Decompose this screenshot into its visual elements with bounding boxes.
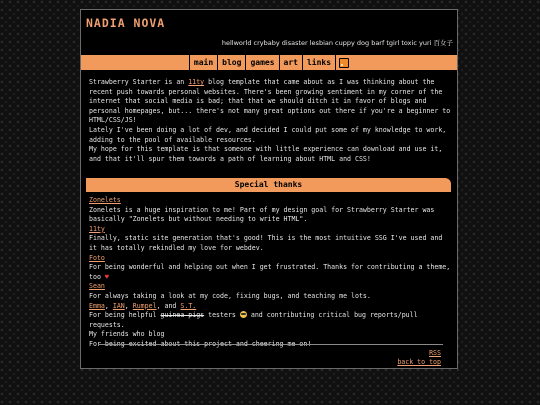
site-title[interactable]: NADIA NOVA (86, 16, 166, 30)
sean-text: For always taking a look at my code, fixing bugs, and teaching me lots. (89, 291, 371, 300)
rumpel-link[interactable]: Rumpel (132, 301, 157, 310)
footer-divider (98, 344, 443, 345)
separator: , (104, 301, 113, 310)
heart-icon: ♥ (104, 272, 109, 281)
site-tagline: hellworld crybaby disaster lesbian cuppy dog barf tgirl toxic yuri 百女子 (221, 39, 453, 47)
nav-bar (81, 55, 457, 70)
testers-text-c: and contributing critical bug reports/pull requests. (89, 311, 418, 329)
intro-paragraph-3: My hope for this template is that someone with little experience can download and use it, and that it'll spur them towards a path of learning about HTML and CSS! (89, 145, 443, 163)
strikethrough-text: guinea pigs (160, 311, 205, 320)
foto-link[interactable]: Foto (89, 253, 105, 262)
11ty-text: Finally, static site generation that's good! This is the most intuitive SSG I've used and it has totally rekindled my love for webdev. (89, 234, 443, 252)
rss-icon[interactable] (339, 58, 349, 68)
friends-text: For being excited about this project and cheering me on! (89, 339, 312, 348)
eleventy-link[interactable]: 11ty (188, 78, 205, 86)
nav-item-main[interactable]: main (189, 55, 217, 70)
nav-item-games[interactable]: games (245, 55, 278, 70)
page-container (80, 9, 458, 369)
special-thanks-section (89, 196, 453, 350)
sunglasses-emoji-icon (240, 311, 247, 318)
back-to-top-link[interactable]: back to top (397, 358, 441, 366)
sean-link[interactable]: Sean (89, 282, 105, 291)
footer-rss-link[interactable]: RSS (429, 349, 441, 357)
intro-text-b: blog template that came about as I was thinking about the recent push towards personal websites. There's been growing sentiment in my corner of the internet that social media is bad; that that we should ditch it in favor of blogs and personal homepages, but... there's not many great options out there if you're a beginner to HTML/CSS/JS! (89, 78, 451, 125)
ian-link[interactable]: IAN (112, 301, 125, 310)
emma-link[interactable]: Emma (89, 301, 105, 310)
testers-text-a: For being helpful (89, 311, 161, 320)
special-thanks-heading: Special thanks (86, 178, 451, 192)
nav-item-links[interactable]: links (302, 55, 336, 70)
intro-section (89, 78, 453, 164)
intro-text-a: Strawberry Starter is an (89, 78, 189, 86)
nav-item-blog[interactable]: blog (217, 55, 245, 70)
foto-paragraph (89, 263, 453, 282)
intro-paragraph-1 (89, 78, 453, 126)
11ty-link[interactable]: 11ty (89, 224, 105, 233)
nav-item-art[interactable]: art (279, 55, 302, 70)
zonelets-text: Zonelets is a huge inspiration to me! Part of my design goal for Strawberry Starter was basically "Zonelets but without needing to write HTML". (89, 205, 435, 224)
friends-heading: My friends who blog (89, 330, 165, 339)
testers-text (89, 311, 453, 330)
testers-text-b: testers (204, 311, 236, 320)
separator: , (124, 301, 133, 310)
st-link[interactable]: S.T. (180, 301, 197, 310)
zonelets-link[interactable]: Zonelets (89, 196, 121, 204)
foto-text: For being wonderful and helping out when I get frustrated. Thanks for contributing a theme, too (89, 263, 451, 281)
intro-paragraph-2: Lately I've been doing a lot of dev, and decided I could put some of my knowledge to work, adding to the pool of available resources. (89, 125, 447, 144)
testers-links (89, 302, 453, 312)
separator: , and (156, 301, 181, 310)
